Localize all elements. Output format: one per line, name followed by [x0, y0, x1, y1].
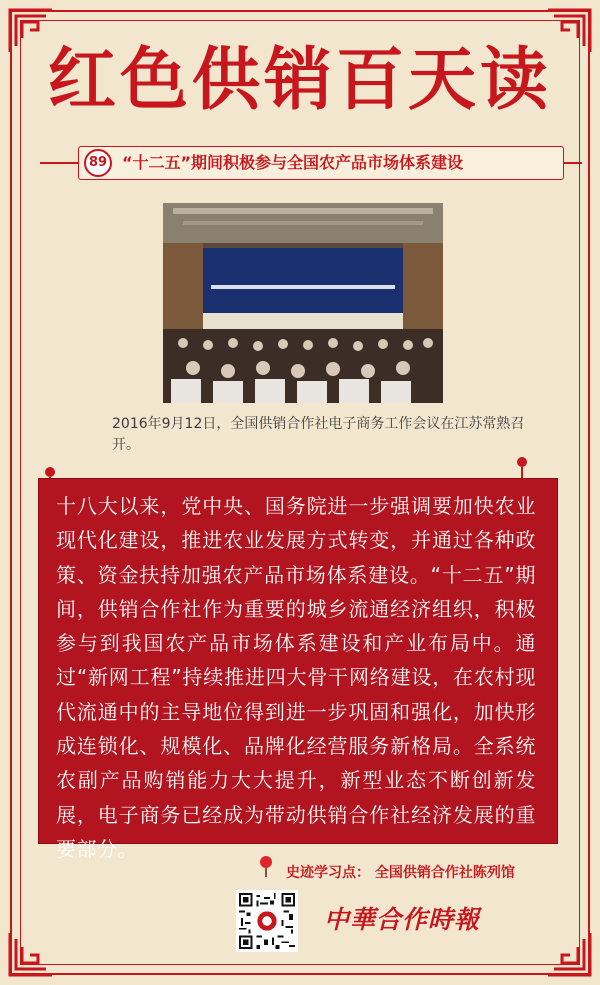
corner-ornament-icon — [8, 931, 54, 977]
body-text: 十八大以来，党中央、国务院进一步强调要加快农业现代化建设，推进农业发展方式转变，并通过各种政策、资金扶持加强农产品市场体系建设。“十二五”期间，供销合作社作为重要的城乡流通经济组织，积极参与到我国农产品市场体系建设和产业布局中。通过“新网工程”持续推进四大骨干网络建设，在农村现代流通中的主导地位得到进一步巩固和强化，加快形成连锁化、规模化、品牌化经营服务新格局。全系统农副产品购销能力大大提升，新型业态不断创新发展，电子商务已经成为带动供销合作社经济发展的重要部分。 — [56, 494, 536, 861]
conference-photo — [163, 203, 443, 403]
photo-caption: 2016年9月12日，全国供销合作社电子商务工作会议在江苏常熟召开。 — [112, 416, 525, 453]
publisher-logo: 中華合作時報 — [324, 905, 481, 934]
corner-ornament-icon — [546, 931, 592, 977]
study-location: 史迹学习点： 全国供销合作社陈列馆 — [286, 865, 515, 881]
subtitle: “十二五”期间积极参与全国农产品市场体系建设 — [122, 153, 464, 172]
page-title: 红色供销百天读 — [47, 40, 552, 120]
episode-number-badge: 89 — [84, 149, 112, 177]
location-pin-icon — [258, 855, 274, 877]
subtitle-divider — [40, 162, 80, 164]
qr-code-icon — [236, 890, 298, 952]
